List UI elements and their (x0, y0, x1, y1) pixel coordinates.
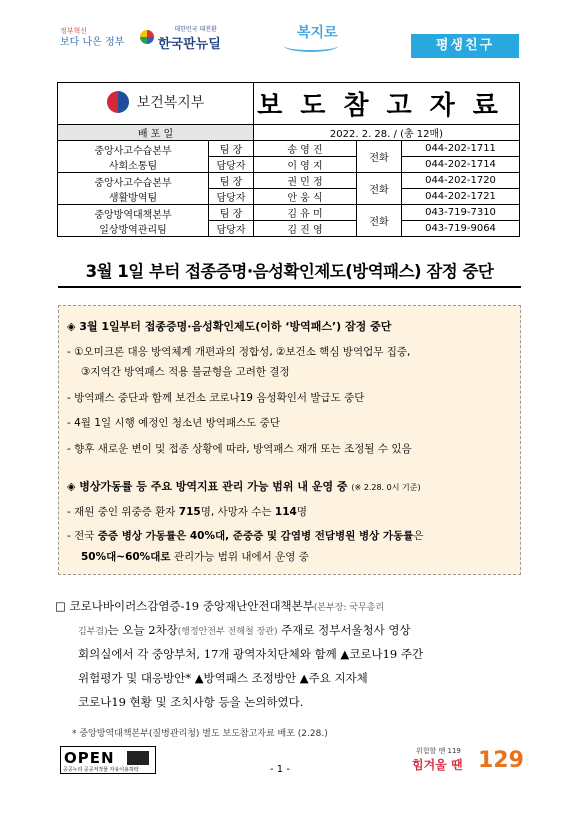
phone-number: 043-719-7310 (402, 205, 520, 221)
summary-bullet: - 방역패스 중단과 함께 보건소 코로나19 음성확인서 발급도 중단 (67, 392, 365, 404)
bed-rate-text: 중증 병상 가동률은 40%대, 준중증 및 감염병 전담병원 병상 가동률 (97, 530, 414, 542)
text: 주재로 정부서울청사 영상 (277, 623, 411, 637)
team-name: 일상방역관리팀 (99, 224, 167, 236)
summary-bullet: - 4월 1일 시행 예정인 청소년 방역패스도 중단 (67, 417, 280, 429)
open-text: OPEN (64, 749, 115, 767)
heading-2-note: (※ 2.28. 0시 기준) (351, 483, 421, 492)
logo1-small-text: 정부혁신 (60, 27, 88, 35)
summary-bullet: - ①오미크론 대응 방역체계 개편과의 정합성, ②보건소 핵심 방역업무 집중, (67, 346, 411, 358)
body-line: 회의실에서 각 중앙부처, 17개 광역자치단체와 함께 ▲코로나19 주간 (78, 647, 424, 661)
text: 명 (296, 506, 307, 518)
logo2-text: 한국판뉴딜 (158, 37, 221, 52)
contact-dept-3 (58, 205, 209, 237)
text: - 재원 중인 위중증 환자 (67, 506, 179, 518)
page-number: - 1 - (270, 764, 290, 775)
role: 팀 장 (209, 205, 254, 221)
taegeuk-icon (140, 30, 154, 44)
phone-number: 043-719-9064 (402, 221, 520, 237)
text: 는 오늘 2차장 (107, 623, 178, 637)
summary-bullet-cont (81, 549, 309, 564)
annotation: 김부겸) (78, 627, 108, 637)
phone-label: 전화 (357, 205, 402, 237)
role: 팀 장 (209, 173, 254, 189)
distribution-value: 2022. 2. 28. / (총 12매) (254, 125, 520, 141)
summary-bullet (67, 504, 307, 519)
bed-rate-range: 50%대~60%대로 (81, 551, 171, 563)
lifelong-friend-badge: 평생친구 (411, 34, 519, 58)
text: 명, 사망자 수는 (200, 506, 275, 518)
body-line (55, 598, 384, 614)
person-name: 이 영 지 (254, 157, 357, 173)
government-innovation-logo (60, 26, 124, 48)
person-name: 김 진 영 (254, 221, 357, 237)
summary-bullet (67, 528, 424, 543)
open-caption: 공공누리 공공저작물 자유이용허락 (63, 767, 139, 773)
text: 관리가능 범위 내에서 운영 중 (170, 551, 309, 563)
logo1-text: 보다 나은 정부 (60, 37, 125, 48)
heading-2-text: ◈ 병상가동률 등 주요 방역지표 관리 가능 범위 내 운영 중 (67, 480, 348, 493)
person-name: 권 민 정 (254, 173, 357, 189)
text: 은 (413, 530, 424, 542)
bokjiro-arc-icon (284, 40, 338, 52)
body-line: 위험평가 및 대응방안* ▲방역패스 조정방안 ▲주요 지자체 (78, 671, 368, 685)
ministry-emblem-icon (107, 91, 129, 113)
summary-bullet: - 향후 새로운 변이 및 접종 상황에 따라, 방역패스 재개 또는 조정될 수 있음 (67, 443, 412, 455)
phone-number: 044-202-1721 (402, 189, 520, 205)
phone-number: 044-202-1714 (402, 157, 520, 173)
person-name: 안 웅 식 (254, 189, 357, 205)
hotline-number: 129 (478, 748, 524, 773)
license-icon (127, 751, 149, 765)
hotline-logo (412, 746, 522, 778)
annotation: (행정안전부 전해철 장관) (177, 627, 278, 637)
person-name: 송 영 진 (254, 141, 357, 157)
deaths-value: 114 (274, 506, 297, 518)
hotline-small: 위험할 땐 119 (416, 747, 461, 755)
role: 담당자 (209, 189, 254, 205)
dept-name: 중앙방역대책본부 (94, 209, 172, 221)
phone-number: 044-202-1720 (402, 173, 520, 189)
contact-dept-2 (58, 173, 209, 205)
role: 담당자 (209, 221, 254, 237)
phone-label: 전화 (357, 141, 402, 173)
kogl-open-badge (60, 746, 156, 774)
dept-name: 중앙사고수습본부 (94, 145, 172, 157)
critical-patients-value: 715 (178, 506, 201, 518)
korean-new-deal-logo (158, 24, 221, 52)
phone-label: 전화 (357, 173, 402, 205)
hotline-text: 힘겨울 땐 (412, 758, 463, 772)
dept-name: 중앙사고수습본부 (94, 177, 172, 189)
contact-dept-1 (58, 141, 209, 173)
distribution-label: 배 포 일 (58, 125, 254, 141)
role: 담당자 (209, 157, 254, 173)
bokjiro-logo: 복지로 (297, 25, 338, 41)
ministry-cell (58, 83, 254, 125)
headline: 3월 1일 부터 접종증명·음성확인제도(방역패스) 잠정 중단 (85, 262, 494, 281)
team-name: 사회소통팀 (108, 160, 158, 172)
annotation: (본부장: 국무총리 (313, 603, 385, 613)
press-title: 보도참고자료 (257, 91, 516, 121)
ministry-name: 보건복지부 (136, 95, 205, 111)
summary-heading-2 (67, 478, 421, 494)
press-title-cell (254, 83, 520, 125)
headline-divider (58, 286, 521, 288)
summary-bullet-cont: ③지역간 방역패스 적용 불균형을 고려한 결정 (81, 366, 290, 378)
team-name: 생활방역팀 (108, 192, 158, 204)
person-name: 김 유 미 (254, 205, 357, 221)
body-line: 코로나19 현황 및 조치사항 등을 논의하였다. (78, 695, 304, 709)
phone-number: 044-202-1711 (402, 141, 520, 157)
logo2-small-text: 대한민국 대전환 (174, 26, 217, 33)
text: - 전국 (67, 530, 98, 542)
role: 팀 장 (209, 141, 254, 157)
summary-heading-1: ◈ 3월 1일부터 접종증명·음성확인제도(이하 ‘방역패스’) 잠정 중단 (67, 320, 392, 333)
contact-table (57, 82, 520, 237)
body-line (78, 622, 411, 638)
text: □ 코로나바이러스감염증-19 중앙재난안전대책본부 (55, 599, 314, 613)
summary-box (58, 305, 521, 575)
footnote: * 중앙방역대책본부(질병관리청) 별도 보도참고자료 배포 (2.28.) (72, 729, 328, 739)
